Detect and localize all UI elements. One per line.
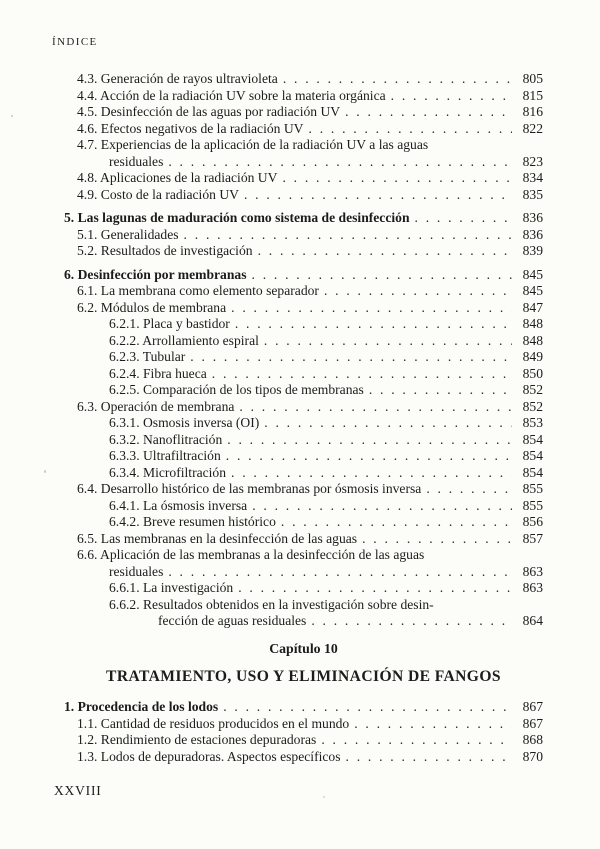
toc-entry-label: 6.2.1. Placa y bastidor <box>109 316 230 331</box>
page-number: 854 <box>522 431 543 447</box>
toc-entry <box>64 514 543 531</box>
page-number: 822 <box>522 120 543 136</box>
leader-dots <box>324 283 512 300</box>
toc-entry-continuation <box>64 154 543 171</box>
leader-dots <box>212 366 512 383</box>
toc-entry <box>64 749 543 766</box>
page-number: 867 <box>522 699 543 714</box>
toc-entry <box>64 415 543 432</box>
leader-dots <box>235 316 512 333</box>
toc-entry <box>64 316 543 333</box>
chapter-title: TRATAMIENTO, USO Y ELIMINACIÓN DE FANGOS <box>106 668 501 685</box>
leader-dots <box>309 121 513 138</box>
leader-dots <box>283 71 512 88</box>
chapter-number: Capítulo 10 <box>269 640 338 656</box>
toc-entry <box>64 716 543 733</box>
page-number: 853 <box>522 415 543 430</box>
toc-entry <box>64 481 543 498</box>
toc-entry-label: 6.4.2. Breve resumen histórico <box>109 514 276 529</box>
leader-dots <box>190 349 512 366</box>
leader-dots <box>252 498 512 515</box>
page-number: 852 <box>522 382 543 397</box>
page-number: 816 <box>522 104 543 119</box>
toc-entry-label: 4.8. Aplicaciones de la radiación UV <box>77 170 278 185</box>
toc-entry-label: 5. Las lagunas de maduración como sistema de desinfección <box>64 210 410 225</box>
toc-entry-label: 1.3. Lodos de depuradoras. Aspectos específicos <box>77 748 341 764</box>
toc-entry <box>64 121 543 138</box>
leader-dots <box>346 749 513 766</box>
toc-entry-label: fección de aguas residuales <box>158 613 307 628</box>
leader-dots <box>223 699 512 716</box>
leader-dots <box>391 88 512 105</box>
toc-entry-label: 5.1. Generalidades <box>77 226 179 242</box>
toc-entry-label: 6.1. La membrana como elemento separador <box>77 283 319 298</box>
toc-entry-label: 6.4.1. La ósmosis inversa <box>109 497 248 513</box>
leader-dots <box>264 415 512 432</box>
leader-dots <box>227 432 512 449</box>
toc-entry-label: 4.7. Experiencias de la aplicación de la radiación UV a las aguas <box>77 137 429 152</box>
leader-dots <box>426 481 512 498</box>
leader-dots <box>311 613 512 630</box>
toc-entry-label: 6. Desinfección por membranas <box>64 266 247 282</box>
toc-entry <box>64 137 543 154</box>
page-folio: XXVIII <box>54 783 102 798</box>
toc-entry <box>64 382 543 399</box>
toc-entry <box>64 547 543 564</box>
toc-section-top <box>64 71 543 630</box>
running-head: ÍNDICE <box>52 36 98 48</box>
leader-dots <box>264 333 512 350</box>
toc-entry-label: 5.2. Resultados de investigación <box>77 243 253 258</box>
toc-entry-label: 6.5. Las membranas en la desinfección de las aguas <box>77 530 358 546</box>
page-number: 848 <box>522 332 543 348</box>
leader-dots <box>369 382 512 399</box>
toc-entry-label: 6.3.3. Ultrafiltración <box>109 448 221 463</box>
toc-entry-label: 6.2.5. Comparación de los tipos de membranas <box>109 382 364 397</box>
leader-dots <box>252 267 513 284</box>
toc-entry-label: 4.6. Efectos negativos de la radiación UV <box>77 120 304 136</box>
page-number: 845 <box>522 266 543 282</box>
page-number: 847 <box>522 299 543 315</box>
page-number: 868 <box>522 732 543 747</box>
toc-entry-label: 1. Procedencia de los lodos <box>64 699 219 714</box>
toc-entry <box>64 104 543 121</box>
leader-dots <box>281 514 512 531</box>
toc-entry <box>64 333 543 350</box>
toc-entry-label: 6.3.4. Microfiltración <box>109 464 227 480</box>
toc-entry-label: 6.6. Aplicación de las membranas a la desinfección de las aguas <box>77 547 425 562</box>
page-number: 834 <box>522 170 543 185</box>
page-number: 836 <box>522 210 543 225</box>
page-number: 863 <box>522 580 543 595</box>
toc-entry-label: 6.4. Desarrollo histórico de las membranas por ósmosis inversa <box>77 481 422 496</box>
toc-entry-label: 6.2.3. Tubular <box>109 349 186 364</box>
scan-speck <box>44 470 46 473</box>
toc-entry <box>64 498 543 515</box>
page-number: 855 <box>522 497 543 513</box>
leader-dots <box>238 580 512 597</box>
page-number: 836 <box>522 226 543 242</box>
leader-dots <box>239 399 512 416</box>
page-number: 870 <box>522 748 543 764</box>
toc-entry-label: 1.1. Cantidad de residuos producidos en el mundo <box>77 715 350 731</box>
toc-entry-label: residuales <box>109 563 164 579</box>
toc-entry <box>64 465 543 482</box>
toc-entry <box>64 227 543 244</box>
page-number: 855 <box>522 481 543 496</box>
leader-dots <box>168 154 512 171</box>
toc-entry <box>64 283 543 300</box>
chapter-heading <box>64 641 543 687</box>
page-number: 852 <box>522 398 543 414</box>
toc-entry-label: 6.3. Operación de membrana <box>77 398 235 414</box>
table-of-contents <box>64 71 543 765</box>
page-number: 856 <box>522 514 543 529</box>
scan-speck <box>11 115 13 117</box>
toc-entry-label: 1.2. Rendimiento de estaciones depuradoras <box>77 732 317 747</box>
page-number: 854 <box>522 448 543 463</box>
toc-entry <box>64 732 543 749</box>
toc-entry <box>64 170 543 187</box>
toc-entry-label: 6.2. Módulos de membrana <box>77 299 227 315</box>
leader-dots <box>258 243 512 260</box>
toc-entry-label: 4.4. Acción de la radiación UV sobre la materia orgánica <box>77 87 386 103</box>
page-number: 839 <box>522 243 543 258</box>
leader-dots <box>282 170 512 187</box>
toc-entry-continuation <box>64 564 543 581</box>
toc-entry <box>64 300 543 317</box>
toc-entry <box>64 187 543 204</box>
leader-dots <box>345 104 512 121</box>
toc-entry-label: 4.3. Generación de rayos ultravioleta <box>77 71 278 86</box>
leader-dots <box>226 448 512 465</box>
toc-entry <box>64 210 543 227</box>
page-number: 864 <box>522 613 543 628</box>
toc-entry-label: 6.2.2. Arrollamiento espiral <box>109 332 259 348</box>
toc-entry-label: 4.9. Costo de la radiación UV <box>77 186 239 202</box>
page-number: 845 <box>522 283 543 298</box>
toc-entry-label: 4.5. Desinfección de las aguas por radiación UV <box>77 104 341 119</box>
leader-dots <box>231 465 512 482</box>
page-number: 857 <box>522 530 543 546</box>
page-number: 863 <box>522 563 543 579</box>
leader-dots <box>244 187 512 204</box>
leader-dots <box>321 732 512 749</box>
toc-entry-label: 6.6.2. Resultados obtenidos en la investigación sobre desin- <box>109 596 434 612</box>
toc-entry <box>64 597 543 614</box>
toc-entry <box>64 366 543 383</box>
page-number: 854 <box>522 464 543 480</box>
leader-dots <box>354 716 512 733</box>
leader-dots <box>362 531 512 548</box>
toc-entry <box>64 432 543 449</box>
page-number: 823 <box>522 153 543 169</box>
page-number: 805 <box>522 71 543 86</box>
toc-entry <box>64 243 543 260</box>
toc-entry-label: 6.3.1. Osmosis inversa (OI) <box>109 415 260 430</box>
page-number: 867 <box>522 715 543 731</box>
toc-entry <box>64 88 543 105</box>
toc-entry <box>64 399 543 416</box>
toc-entry-label: residuales <box>109 153 164 169</box>
leader-dots <box>184 227 512 244</box>
toc-entry <box>64 71 543 88</box>
page-number: 848 <box>522 316 543 331</box>
toc-entry-continuation <box>64 613 543 630</box>
toc-entry-label: 6.6.1. La investigación <box>109 580 234 595</box>
toc-entry <box>64 580 543 597</box>
leader-dots <box>415 210 512 227</box>
page-number: 835 <box>522 186 543 202</box>
toc-entry <box>64 349 543 366</box>
toc-entry-label: 6.3.2. Nanoflitración <box>109 431 223 447</box>
page-number: 815 <box>522 87 543 103</box>
toc-entry <box>64 531 543 548</box>
page-number: 849 <box>522 349 543 364</box>
leader-dots <box>231 300 512 317</box>
page-number: 850 <box>522 365 543 381</box>
toc-entry <box>64 448 543 465</box>
leader-dots <box>168 564 512 581</box>
toc-section-bottom <box>64 699 543 765</box>
scan-speck <box>323 796 325 798</box>
toc-entry <box>64 699 543 716</box>
toc-entry-label: 6.2.4. Fibra hueca <box>109 365 207 381</box>
toc-entry <box>64 267 543 284</box>
